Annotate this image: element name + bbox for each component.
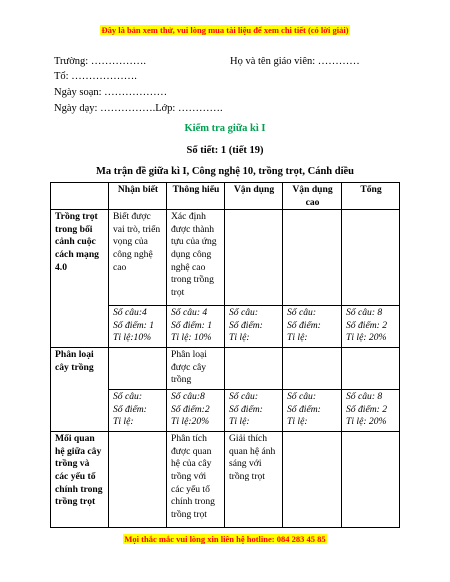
exam-matrix-table: [50, 182, 400, 528]
content-cell: Phân tích được quan hệ của cây trồng với các yếu tố chính trong trồng trọt: [167, 432, 225, 528]
topic-cell: Phân loại cây trồng: [51, 348, 109, 432]
content-cell: Xác định được thành tựu của ứng dụng công nghệ cao trong trồng trọt: [167, 210, 225, 306]
content-cell: [283, 210, 342, 306]
header-cell-recognition: Nhận biết: [109, 183, 167, 210]
content-cell: [342, 432, 400, 528]
stats-cell: Số câu: Số điểm: Tỉ lệ:: [283, 390, 342, 432]
preview-notice-text: Đây là bản xem thử, vui lòng mua tài liệu để xem chi tiết (có lời giải): [101, 25, 349, 35]
header-cell-application: Vận dụng: [225, 183, 283, 210]
stats-cell: Số câu: Số điểm: Tỉ lệ:: [225, 306, 283, 348]
period-line: Số tiết: 1 (tiết 19): [186, 145, 264, 156]
table-row: [51, 348, 400, 390]
stats-cell: Số câu: Số điểm: Tỉ lệ:: [109, 390, 167, 432]
preview-notice-banner: [0, 25, 450, 35]
table-row: [51, 432, 400, 528]
content-cell: [225, 210, 283, 306]
header-cell-comprehension: Thông hiểu: [167, 183, 225, 210]
header-cell-high-application: Vận dụng cao: [283, 183, 342, 210]
stats-cell: Số câu: 8 Số điểm: 2 Tỉ lệ: 20%: [342, 390, 400, 432]
content-cell: [283, 432, 342, 528]
stats-cell: Số câu: Số điểm: Tỉ lệ:: [283, 306, 342, 348]
topic-cell: Mối quan hệ giữa cây trồng và các yếu tố chính trong trồng trọt: [51, 432, 109, 528]
hotline-text: Mọi thắc mắc vui lòng xin liên hệ hotline: 084 283 45 85: [124, 534, 326, 544]
stats-cell: Số câu: Số điểm: Tỉ lệ:: [225, 390, 283, 432]
stats-cell: Số câu: 4 Số điểm: 1 Tỉ lệ: 10%: [167, 306, 225, 348]
content-cell: Biết được vai trò, triển vọng của công nghệ cao: [109, 210, 167, 306]
table-row: [51, 210, 400, 306]
stats-cell: Số câu: 8 Số điểm: 2 Tỉ lệ: 20%: [342, 306, 400, 348]
content-cell: Giải thích quan hệ ánh sáng với trồng trọt: [225, 432, 283, 528]
group-field: Tổ: ……………….: [54, 71, 137, 82]
content-cell: [342, 210, 400, 306]
content-cell: [225, 348, 283, 390]
stats-cell: Số câu:8 Số điểm:2 Tỉ lệ:20%: [167, 390, 225, 432]
exam-title: Kiểm tra giữa kì I: [184, 123, 266, 134]
matrix-title: Ma trận đề giữa kì I, Công nghệ 10, trồng trọt, Cánh diều: [95, 166, 355, 177]
teacher-field: Họ và tên giáo viên: …………: [230, 56, 360, 67]
content-cell: [283, 348, 342, 390]
content-cell: [109, 432, 167, 528]
hotline-banner: [0, 534, 450, 544]
header-cell-topic: [51, 183, 109, 210]
content-cell: [109, 348, 167, 390]
school-field: Trường: …………….: [54, 56, 146, 67]
content-cell: [342, 348, 400, 390]
content-cell: Phân loại được cây trồng: [167, 348, 225, 390]
header-cell-total: Tổng: [342, 183, 400, 210]
topic-cell: Trồng trọt trong bối cảnh cuộc cách mạng 4.0: [51, 210, 109, 348]
teach-date-field: Ngày dạy: …………….Lớp: ………….: [54, 103, 223, 114]
prep-date-field: Ngày soạn: ………………: [54, 87, 168, 98]
stats-cell: Số câu:4 Số điểm: 1 Tỉ lệ:10%: [109, 306, 167, 348]
table-header-row: [51, 183, 400, 210]
